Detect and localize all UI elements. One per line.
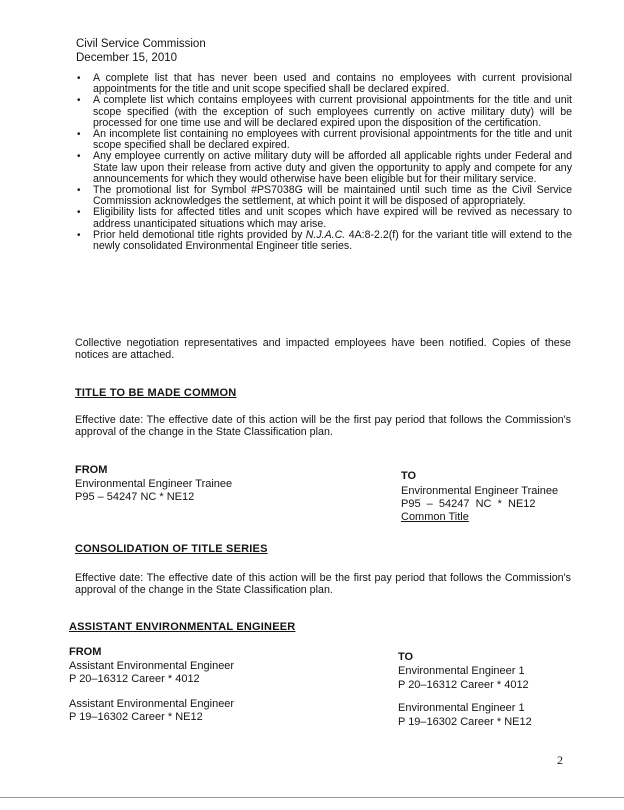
bullet-icon: • <box>77 229 81 241</box>
from-title: Assistant Environmental Engineer <box>69 698 235 710</box>
list-item <box>76 207 572 229</box>
to-title: Environmental Engineer 1 <box>398 702 525 714</box>
common-title-note: Common Title <box>401 511 469 523</box>
from-title: Environmental Engineer Trainee <box>75 478 233 490</box>
bullet-text: A complete list which contains employees with current provisional appointments for the title and unit scope specified (with the exception of such employees currently on active military duty) will be processed for one time use and will be declared expired upon the disposition of the certification. <box>93 94 572 129</box>
list-item <box>76 230 572 252</box>
from-title: Assistant Environmental Engineer <box>69 660 235 672</box>
bullet-text: Eligibility lists for affected titles and unit scopes which have expired will be revived as necessary to address unanticipated situations which may arise. <box>93 206 572 230</box>
bullet-icon: • <box>77 151 81 163</box>
effective-date-common: Effective date: The effective date of this action will be the first pay period that follows the Commission's approval of the change in the State Classification plan. <box>75 414 571 438</box>
header-organization: Civil Service Commission <box>76 38 206 50</box>
bullet-icon: • <box>77 185 81 197</box>
bullet-text: An incomplete list containing no employees with current provisional appointments for the title and unit scope specified shall be declared expired. <box>93 128 572 152</box>
to-title: Environmental Engineer 1 <box>398 665 525 677</box>
bullet-icon: • <box>77 207 81 219</box>
to-code: P 19–16302 Career * NE12 <box>398 716 532 728</box>
from-code: P 20–16312 Career * 4012 <box>69 673 200 685</box>
page-number: 2 <box>557 753 563 767</box>
bullet-text: Any employee currently on active military duty will be afforded all applicable rights under Federal and State law upon their release from active duty and given the opportunity to apply and compete for any announcements for which they would otherwise have been eligible but for their military service. <box>93 150 572 185</box>
effective-date-consolidation: Effective date: The effective date of this action will be the first pay period that follows the Commission's approval of the change in the State Classification plan. <box>75 572 571 596</box>
notified-paragraph: Collective negotiation representatives and impacted employees have been notified. Copies of these notices are attached. <box>75 337 571 361</box>
bullet-text-pre: Prior held demotional title rights provided by <box>93 228 306 241</box>
list-item <box>76 129 572 151</box>
from-code: P 19–16302 Career * NE12 <box>69 711 203 723</box>
from-code: P95 – 54247 NC * NE12 <box>75 491 195 503</box>
to-label: TO <box>398 651 414 663</box>
letter-header <box>76 37 206 65</box>
bullet-text: The promotional list for Symbol #PS7038G will be maintained until such time as the Civil Service Commission acknowledges the settlement, at which point it will be disposed of appropriately. <box>93 184 572 208</box>
to-title: Environmental Engineer Trainee <box>401 485 559 497</box>
section-heading-assistant: ASSISTANT ENVIRONMENTAL ENGINEER <box>69 621 296 633</box>
section-heading-consolidation: CONSOLIDATION OF TITLE SERIES <box>75 543 268 555</box>
bullet-list <box>76 73 572 252</box>
from-label: FROM <box>69 646 102 658</box>
list-item <box>76 185 572 207</box>
header-date: December 15, 2010 <box>76 52 178 64</box>
to-code: P95 – 54247 NC * NE12 <box>401 498 536 510</box>
list-item <box>76 151 572 185</box>
from-label: FROM <box>75 464 108 476</box>
bullet-text-post: 4A:8-2.2(f) for the variant title will extend to the newly consolidated Environmental Engineer title series. <box>93 228 572 253</box>
footer-rule <box>0 797 624 798</box>
bullet-text: A complete list that has never been used and contains no employees with current provisional appointments for the title and unit scope specified shall be declared expired. <box>93 72 572 96</box>
to-label: TO <box>401 470 417 482</box>
bullet-icon: • <box>77 95 81 107</box>
bullet-icon: • <box>77 73 81 84</box>
to-code: P 20–16312 Career * 4012 <box>398 679 529 691</box>
citation: N.J.A.C. <box>305 228 346 241</box>
list-item <box>76 73 572 95</box>
section-heading-common: TITLE TO BE MADE COMMON <box>75 387 237 399</box>
bullet-icon: • <box>77 129 81 141</box>
list-item <box>76 95 572 129</box>
